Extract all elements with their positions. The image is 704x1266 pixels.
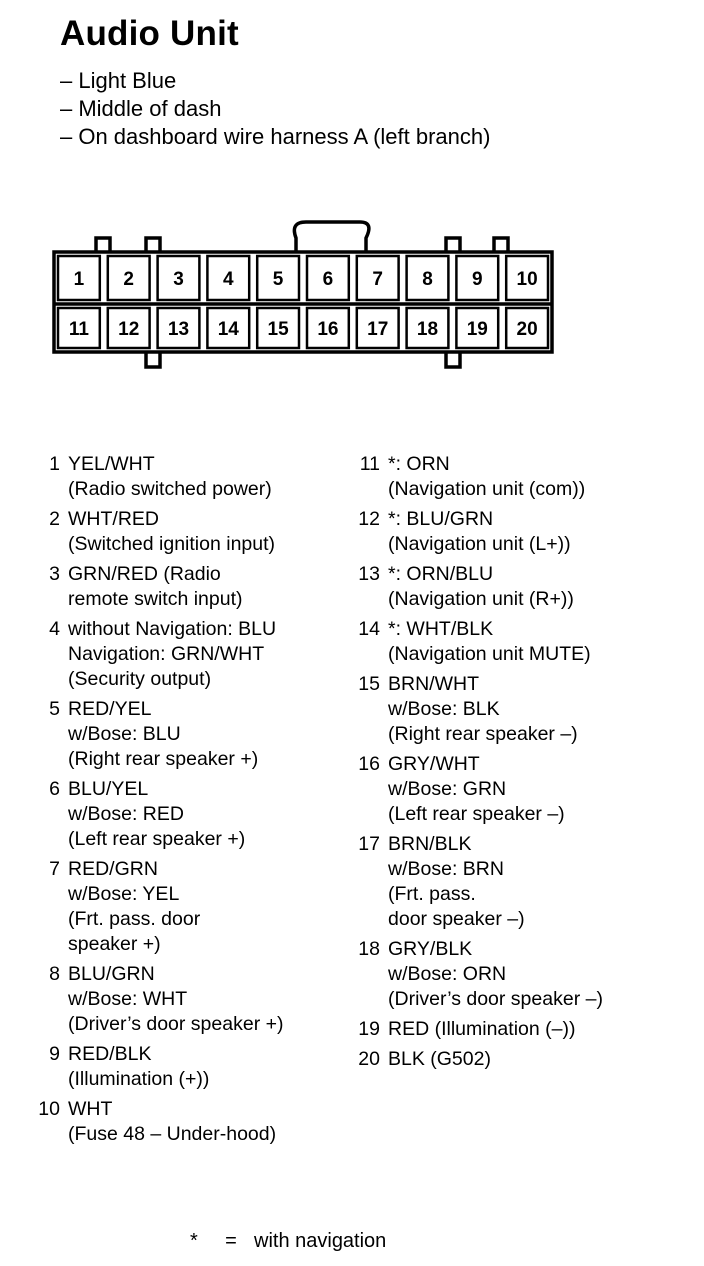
pin-description: [68, 617, 276, 692]
pin-description-line: YEL/WHT: [68, 453, 155, 475]
pin-description-line: *: ORN: [388, 453, 450, 475]
pin-description: [68, 1042, 209, 1092]
pin-description-line: RED (Illumination (–)): [388, 1018, 576, 1040]
pin-number: 15: [358, 673, 380, 695]
pin-number: 16: [358, 753, 380, 775]
pin-description: [388, 1017, 575, 1042]
pin-description: [68, 562, 242, 612]
pin-number: 20: [358, 1048, 380, 1070]
pin-description-line: (Illumination (+)): [68, 1068, 210, 1090]
pin-description-line: GRY/BLK: [388, 938, 473, 960]
pin-description-line: (Frt. pass. door: [68, 908, 201, 930]
pin-description-line: (Navigation unit (L+)): [388, 533, 571, 555]
pin-entry-9: [28, 1042, 338, 1092]
connector-cavity: [456, 256, 498, 300]
pin-number: 1: [49, 453, 60, 475]
pin-description: [388, 507, 571, 557]
footnote: [190, 1230, 386, 1253]
pin-description-line: (Left rear speaker –): [388, 803, 565, 825]
pin-entry-19: [350, 1017, 690, 1042]
pin-description: [388, 617, 591, 667]
page-title: Audio Unit: [60, 14, 239, 53]
pin-entry-12: [350, 507, 690, 557]
pin-number: 2: [49, 508, 60, 530]
pin-description-line: RED/GRN: [68, 858, 158, 880]
cavity-number-top: 10: [516, 269, 538, 290]
connector-cavity: [108, 308, 150, 348]
pin-description-line: w/Bose: BRN: [388, 858, 504, 880]
pin-description-line: (Navigation unit MUTE): [388, 643, 591, 665]
connector-cavity: [456, 308, 498, 348]
pin-description: [388, 1047, 491, 1072]
connector-cavity: [207, 308, 249, 348]
pin-number: 5: [49, 698, 60, 720]
pin-number: 9: [49, 1043, 60, 1065]
pin-description-line: (Right rear speaker –): [388, 723, 578, 745]
pin-description-line: BRN/BLK: [388, 833, 472, 855]
pin-description: [68, 857, 200, 957]
pin-description: [388, 832, 525, 932]
pin-description-line: w/Bose: GRN: [388, 778, 507, 800]
pin-list-left: [28, 452, 338, 1152]
pin-description-line: w/Bose: ORN: [388, 963, 507, 985]
pin-entry-7: [28, 857, 338, 957]
cavity-number-top: 4: [223, 269, 234, 290]
cavity-number-top: 1: [73, 269, 85, 290]
pin-description-line: without Navigation: BLU: [68, 618, 277, 640]
pin-description: [388, 452, 585, 502]
connector-cavity: [357, 308, 399, 348]
pin-entry-8: [28, 962, 338, 1037]
connector-cavity: [158, 308, 200, 348]
pin-description: [388, 937, 603, 1012]
pin-entry-18: [350, 937, 690, 1012]
pin-description-line: WHT: [68, 1098, 113, 1120]
connector-cavity: [506, 256, 548, 300]
pin-description: [68, 777, 245, 852]
pin-description: [388, 672, 578, 747]
pin-number: 6: [49, 778, 60, 800]
cavity-number-bottom: 13: [167, 319, 190, 340]
cavity-number-bottom: 17: [367, 319, 389, 340]
connector-cavity: [58, 308, 100, 348]
pin-entry-2: [28, 507, 338, 557]
pin-description: [68, 452, 272, 502]
pin-description-line: w/Bose: YEL: [68, 883, 180, 905]
cavity-number-top: 3: [173, 269, 184, 290]
pin-number: 13: [358, 563, 380, 585]
cavity-number-bottom: 19: [466, 319, 488, 340]
detail-location: – Middle of dash: [60, 96, 222, 121]
pin-description-line: WHT/RED: [68, 508, 159, 530]
pin-description-line: BLU/YEL: [68, 778, 149, 800]
pin-description: [68, 507, 275, 557]
connector-cavity: [407, 308, 449, 348]
pin-number: 10: [38, 1098, 60, 1120]
connector-tab: [146, 352, 160, 367]
pin-description-line: (Navigation unit (R+)): [388, 588, 574, 610]
pin-description-line: BLU/GRN: [68, 963, 155, 985]
pin-number: 11: [359, 453, 380, 475]
connector-cavity: [207, 256, 249, 300]
cavity-number-bottom: 14: [217, 319, 239, 340]
cavity-number-bottom: 12: [118, 319, 140, 340]
footnote-symbol: *: [190, 1230, 198, 1252]
connector-cavity: [357, 256, 399, 300]
connector-details: [60, 67, 490, 151]
pin-entry-17: [350, 832, 690, 932]
cavity-number-top: 2: [123, 269, 134, 290]
pin-description-line: (Security output): [68, 668, 212, 690]
pin-number: 19: [358, 1018, 380, 1040]
pin-description-line: GRY/WHT: [388, 753, 480, 775]
pin-number: 3: [49, 563, 60, 585]
cavity-number-top: 9: [472, 269, 483, 290]
pin-list-right: [350, 452, 690, 1077]
pin-description-line: door speaker –): [388, 908, 525, 930]
pin-entry-15: [350, 672, 690, 747]
pin-entry-5: [28, 697, 338, 772]
detail-harness: – On dashboard wire harness A (left branch): [60, 124, 491, 149]
cavity-number-top: 8: [422, 269, 433, 290]
pin-description-line: speaker +): [68, 933, 161, 955]
connector-cavity: [307, 256, 349, 300]
pin-description-line: w/Bose: BLK: [388, 698, 500, 720]
connector-latch: [294, 222, 369, 252]
connector-tab: [446, 352, 460, 367]
connector-cavity: [307, 308, 349, 348]
pin-description-line: BRN/WHT: [388, 673, 479, 695]
pin-number: 12: [358, 508, 380, 530]
pin-entry-10: [28, 1097, 338, 1147]
pin-description-line: BLK (G502): [388, 1048, 491, 1070]
pin-description-line: *: ORN/BLU: [388, 563, 494, 585]
cavity-number-bottom: 15: [267, 319, 289, 340]
cavity-number-top: 6: [322, 269, 334, 290]
pin-description-line: *: BLU/GRN: [388, 508, 494, 530]
pin-entry-4: [28, 617, 338, 692]
pin-description-line: RED/BLK: [68, 1043, 152, 1065]
connector-cavity: [407, 256, 449, 300]
pin-entry-3: [28, 562, 338, 612]
pin-description: [388, 562, 574, 612]
pin-description-line: w/Bose: BLU: [68, 723, 181, 745]
footnote-text: with navigation: [254, 1230, 387, 1252]
pin-description-line: (Right rear speaker +): [68, 748, 259, 770]
cavity-number-top: 7: [372, 269, 383, 290]
pin-entry-20: [350, 1047, 690, 1072]
pin-number: 7: [49, 858, 60, 880]
pin-description-line: (Fuse 48 – Under-hood): [68, 1123, 277, 1145]
pin-description-line: (Driver’s door speaker –): [388, 988, 603, 1010]
pin-number: 8: [49, 963, 60, 985]
pin-description-line: w/Bose: RED: [68, 803, 184, 825]
cavity-number-bottom: 16: [317, 319, 339, 340]
pin-description: [68, 962, 283, 1037]
cavity-number-top: 5: [272, 269, 284, 290]
pin-description-line: (Frt. pass.: [388, 883, 476, 905]
connector-tab: [96, 238, 110, 252]
pin-description-line: *: WHT/BLK: [388, 618, 494, 640]
pin-description-line: (Navigation unit (com)): [388, 478, 586, 500]
connector-cavity: [108, 256, 150, 300]
connector-cavity: [158, 256, 200, 300]
pin-entry-1: [28, 452, 338, 502]
cavity-number-bottom: 11: [68, 319, 89, 340]
connector-cavity: [58, 256, 100, 300]
pin-description-line: (Switched ignition input): [68, 533, 276, 555]
connector-cavity: [257, 308, 299, 348]
pin-entry-6: [28, 777, 338, 852]
pin-number: 4: [49, 618, 60, 640]
pin-description: [68, 697, 258, 772]
pin-description-line: (Radio switched power): [68, 478, 272, 500]
pin-description-line: (Left rear speaker +): [68, 828, 246, 850]
pin-number: 14: [358, 618, 380, 640]
pin-entry-11: [350, 452, 690, 502]
connector-housing: [54, 252, 552, 352]
cavity-number-bottom: 20: [516, 319, 538, 340]
cavity-number-bottom: 18: [416, 319, 439, 340]
pin-number: 18: [358, 938, 380, 960]
connector-tab: [446, 238, 460, 252]
footnote-equals: =: [225, 1230, 237, 1252]
connector-cavity: [257, 256, 299, 300]
pin-description-line: Navigation: GRN/WHT: [68, 643, 265, 665]
pin-description-line: w/Bose: WHT: [68, 988, 188, 1010]
pin-description-line: (Driver’s door speaker +): [68, 1013, 284, 1035]
pin-description-line: RED/YEL: [68, 698, 152, 720]
pin-entry-13: [350, 562, 690, 612]
connector-cavity: [506, 308, 548, 348]
connector-diagram: [0, 0, 704, 420]
detail-color: – Light Blue: [60, 68, 177, 93]
pin-entry-14: [350, 617, 690, 667]
connector-tab: [494, 238, 508, 252]
connector-tab: [146, 238, 160, 252]
pin-number: 17: [358, 833, 380, 855]
pin-entry-16: [350, 752, 690, 827]
pin-description: [68, 1097, 276, 1147]
pin-description: [388, 752, 565, 827]
pin-description-line: GRN/RED (Radio: [68, 563, 221, 585]
pin-description-line: remote switch input): [68, 588, 243, 610]
